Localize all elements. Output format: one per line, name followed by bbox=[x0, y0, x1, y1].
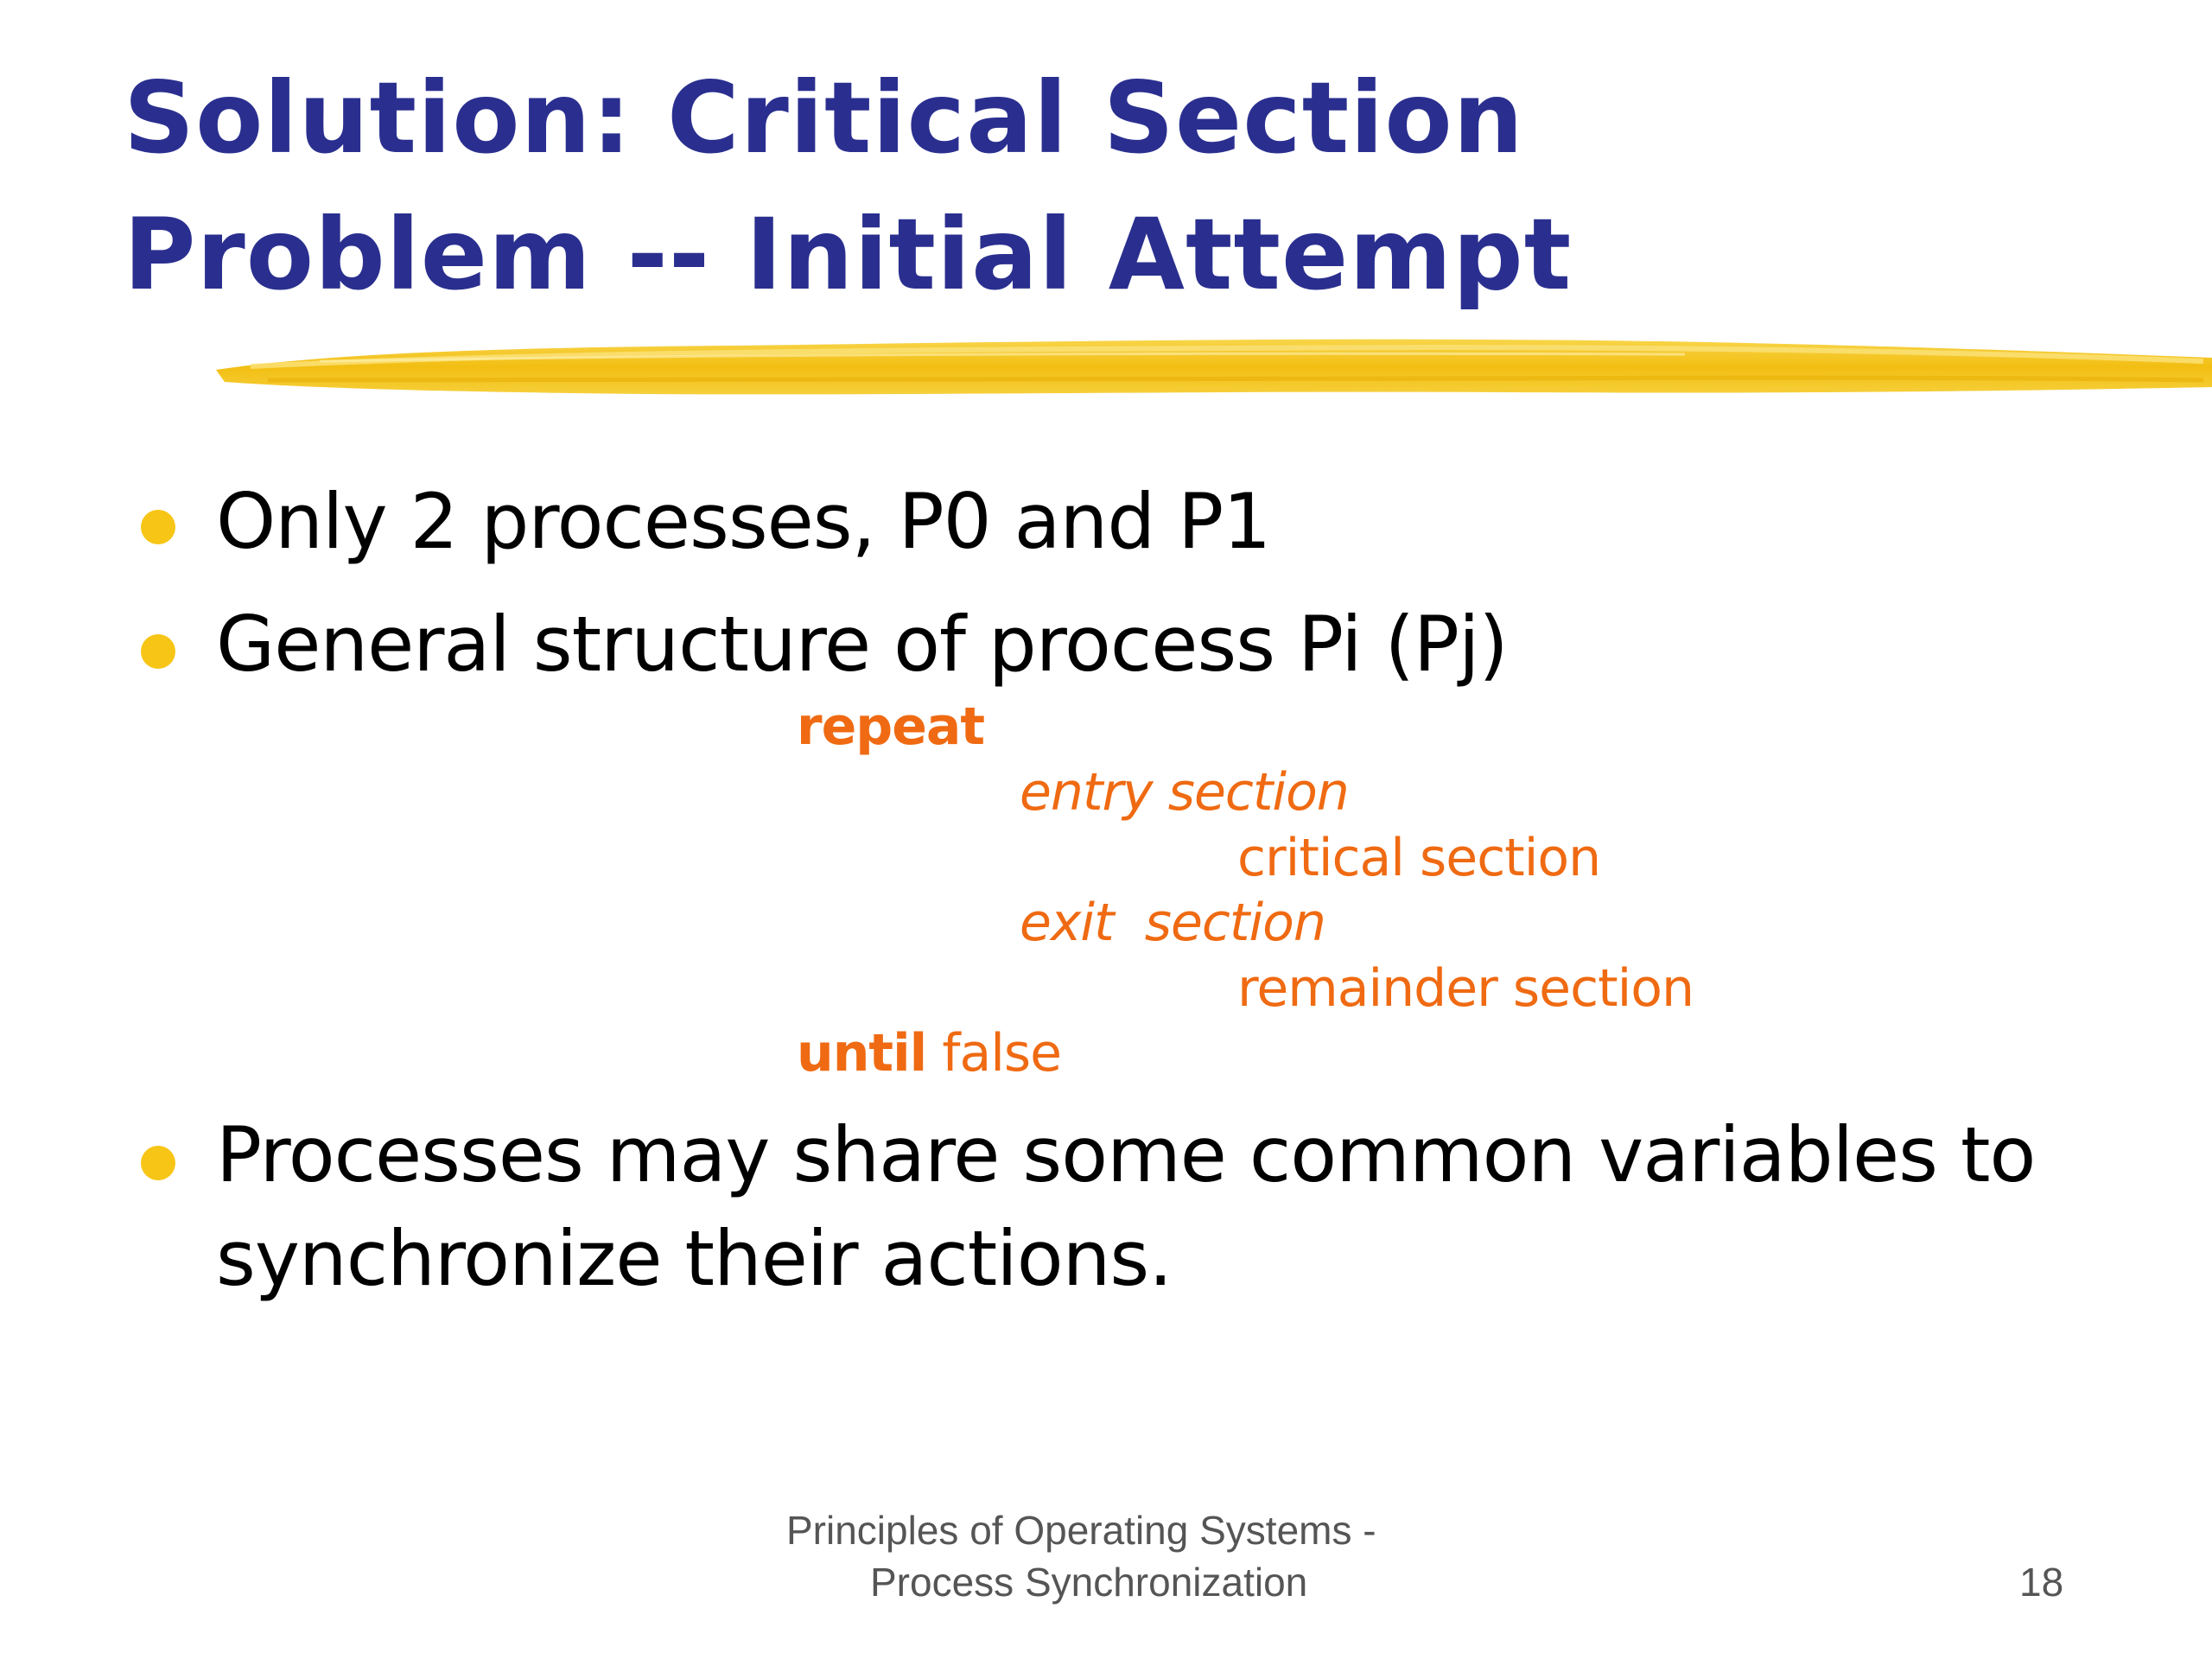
code-entry-section: entry section bbox=[1020, 762, 1349, 823]
bullet-dot bbox=[141, 634, 175, 669]
page-number: 18 bbox=[2019, 1560, 2064, 1605]
code-exit-section: exit section bbox=[1020, 893, 1325, 953]
footer-title-line-1: Principles of Operating Systems - bbox=[786, 1508, 1376, 1553]
slide-title-line-2: Problem -- Initial Attempt bbox=[124, 197, 1573, 312]
bullet-dot bbox=[141, 510, 175, 544]
code-until-keyword: until bbox=[797, 1023, 927, 1084]
slide-title-line-1: Solution: Critical Section bbox=[124, 60, 1524, 175]
code-remainder-section: remainder section bbox=[1237, 958, 1694, 1019]
code-until-value: false bbox=[926, 1023, 1062, 1084]
bullet-text-line-1: Processes may share some common variables to bbox=[216, 1110, 2036, 1199]
bullet-text: General structure of process Pi (Pj) bbox=[216, 600, 1508, 689]
bullet-text-line-2: synchronize their actions. bbox=[216, 1214, 1173, 1303]
yellow-brush-stroke bbox=[216, 328, 2212, 406]
code-repeat-keyword: repeat bbox=[797, 696, 985, 757]
bullet-dot bbox=[141, 1146, 175, 1180]
bullet-text: Only 2 processes, P0 and P1 bbox=[216, 477, 1271, 566]
footer-title-line-2: Process Synchronization bbox=[870, 1560, 1308, 1605]
code-until-line bbox=[797, 1023, 1062, 1084]
code-critical-section: critical section bbox=[1237, 828, 1601, 888]
